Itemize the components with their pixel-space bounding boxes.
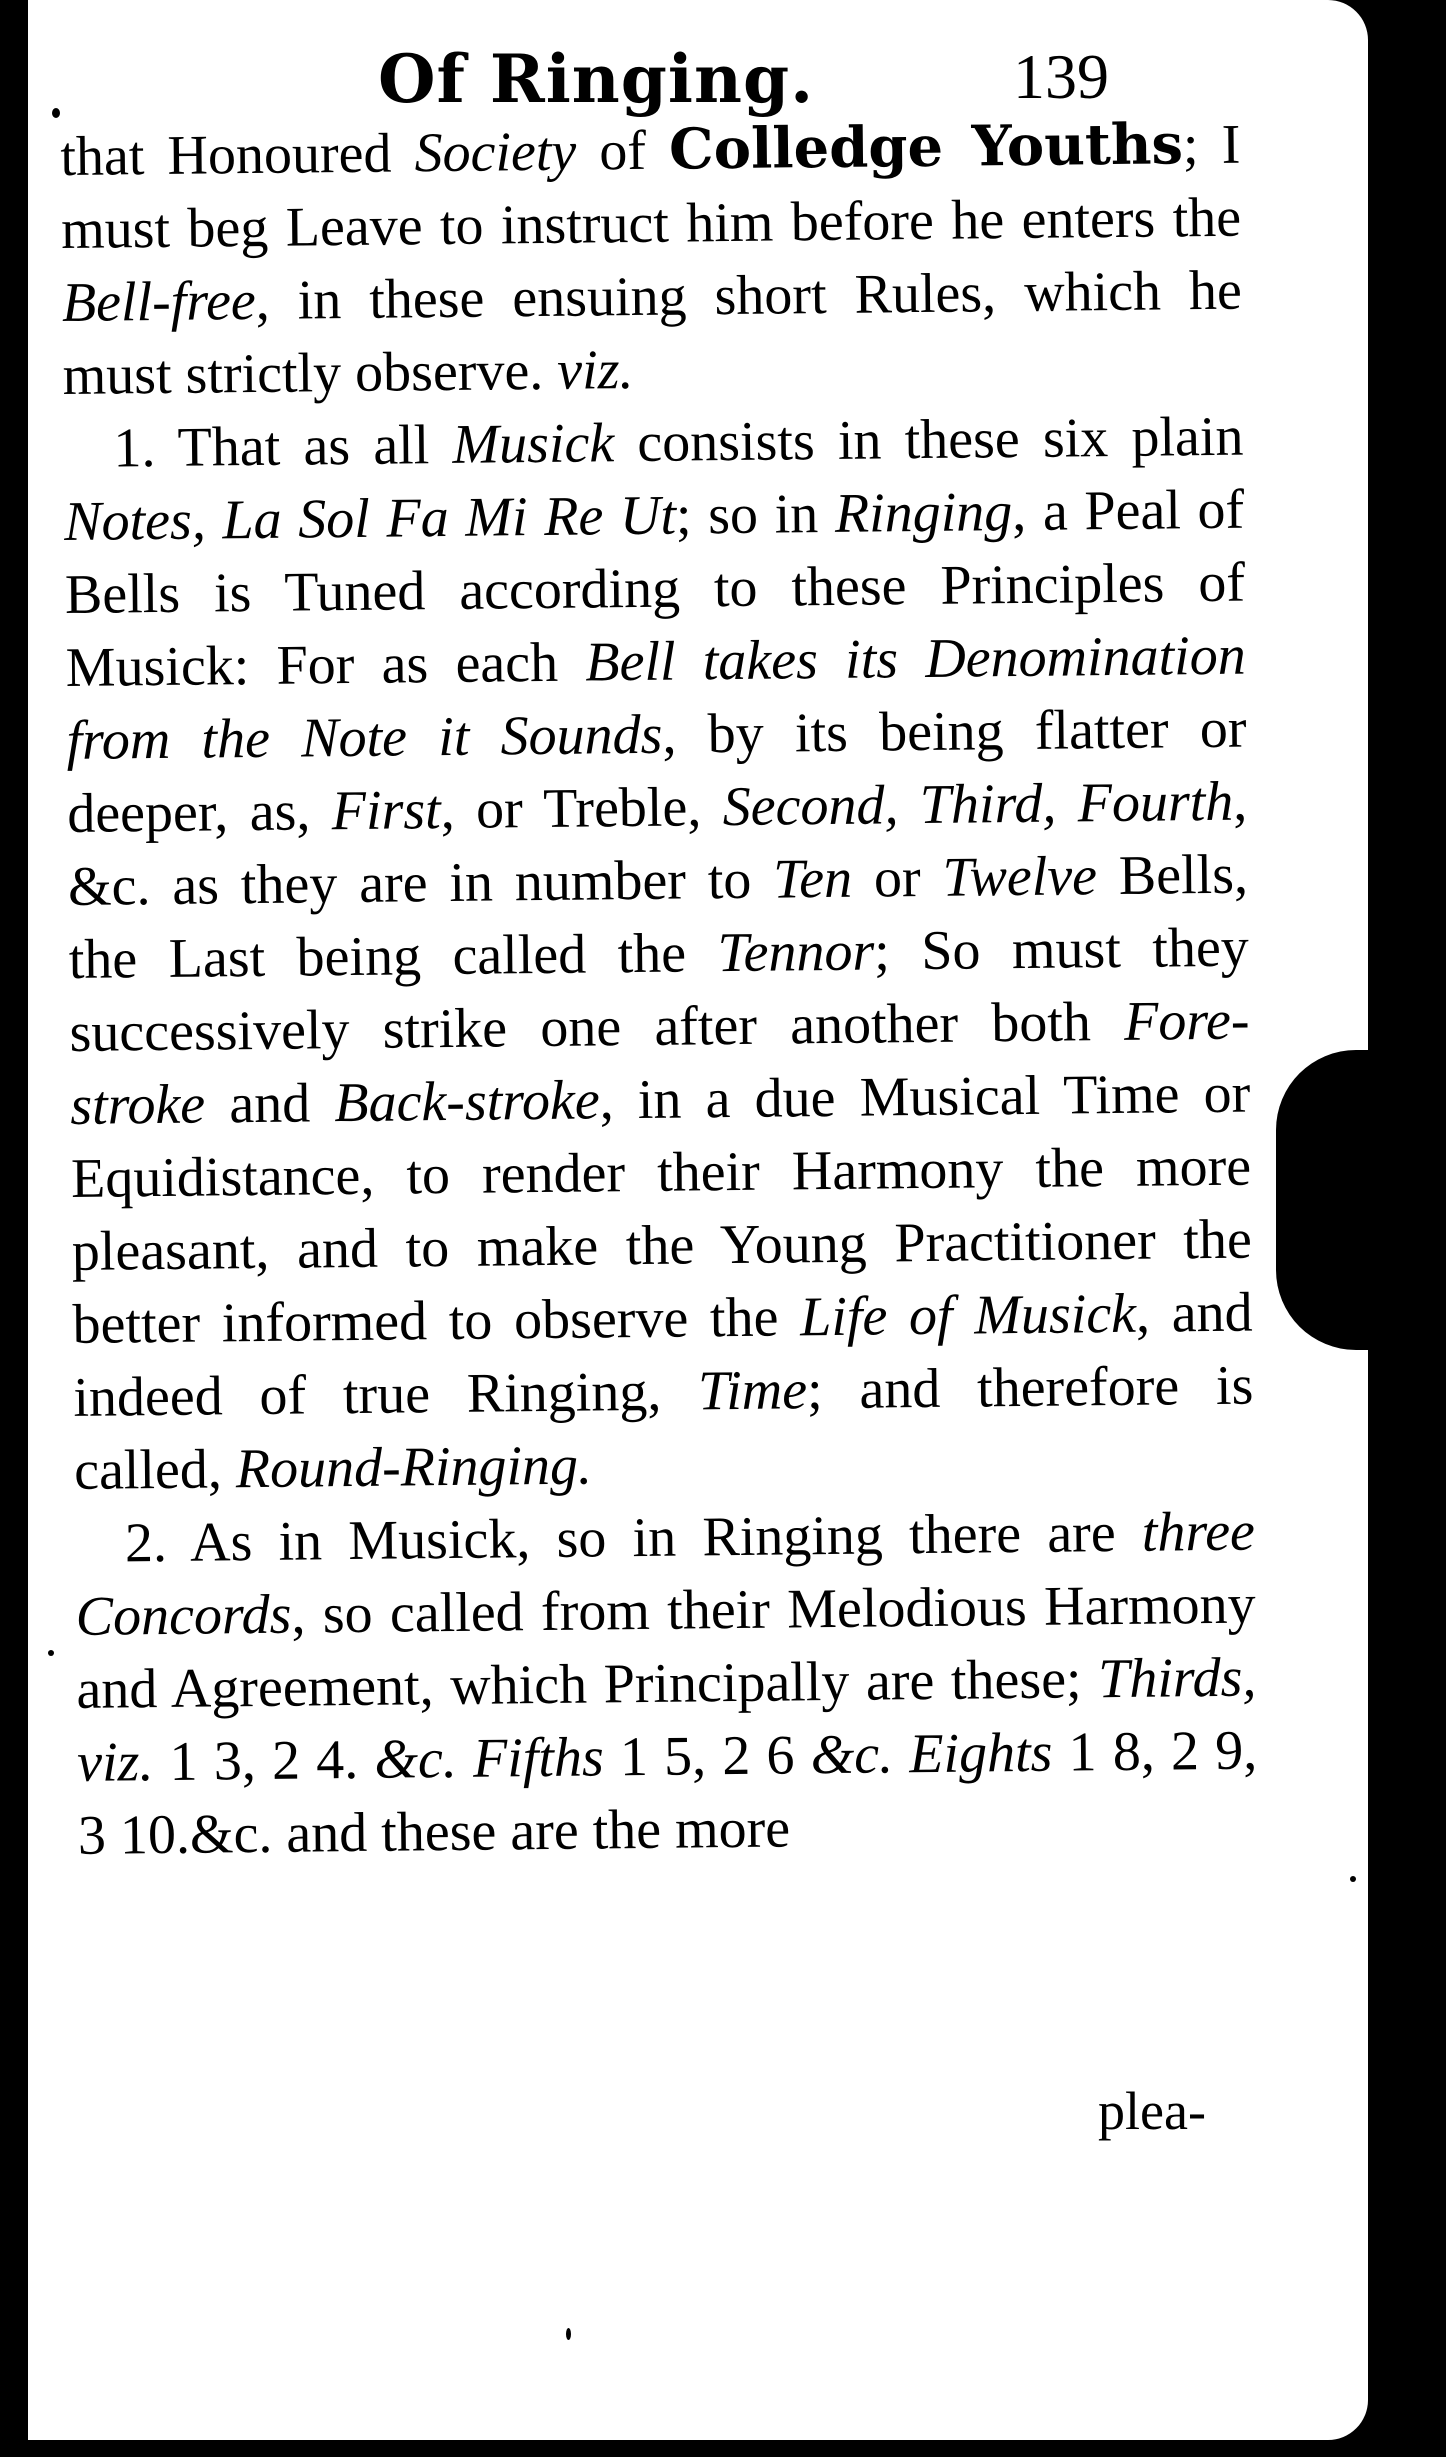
text-run: and xyxy=(204,1072,335,1136)
ink-speck xyxy=(1350,1876,1356,1882)
paragraph-0 xyxy=(60,108,1243,413)
italic-run: Fore-stroke xyxy=(70,989,1250,1137)
ink-speck xyxy=(52,108,60,118)
italic-run: Second, Third, Fourth xyxy=(722,770,1234,839)
text-run: 1 3, 2 4. xyxy=(153,1728,375,1794)
text-run: ; and therefore is called, xyxy=(73,1354,1254,1502)
italic-run: &c. Eights xyxy=(810,1721,1053,1787)
italic-run: &c. Fifths xyxy=(374,1726,605,1791)
catchword: plea- xyxy=(1098,2081,1206,2141)
italic-run: Twelve xyxy=(942,845,1098,909)
text-run: 2. As in Musick, so in Ringing there are xyxy=(124,1501,1143,1575)
italic-run: Musick xyxy=(452,412,615,476)
italic-run: Notes, La Sol Fa Mi Re Ut xyxy=(63,484,677,553)
text-run: 1 5, 2 6 xyxy=(603,1724,812,1789)
paragraph-2 xyxy=(75,1496,1259,1873)
italic-run: Ringing xyxy=(834,481,1013,545)
text-run: consists in these six plain xyxy=(613,405,1244,475)
ink-speck xyxy=(48,1650,54,1656)
italic-run: Bell takes its Denomination from the Note it Sounds xyxy=(66,624,1246,772)
text-run: , in a due Musical Time or Equidistance, to render their Harmony the more pleasant, and to make the Young Practitioner the better informed to observe the xyxy=(70,1062,1253,1356)
text-run: ; so in xyxy=(675,482,836,547)
italic-run: Ten xyxy=(772,847,853,911)
text-run: Bells, the Last being called the xyxy=(68,843,1249,991)
italic-run: Time xyxy=(697,1359,808,1423)
text-run: , and indeed of true Ringing, xyxy=(73,1281,1253,1429)
ink-speck xyxy=(566,2328,571,2340)
page-number: 139 xyxy=(1013,41,1109,112)
italic-run: viz. xyxy=(556,339,634,402)
italic-run: Life of Musick xyxy=(799,1282,1137,1349)
text-run: , in these ensuing short Rules, which he must strictly observe. xyxy=(62,259,1243,407)
italic-run: Round-Ringing. xyxy=(235,1434,593,1501)
text-run: 1. That as all xyxy=(113,413,453,480)
body-text xyxy=(60,108,1258,1873)
italic-run: Tennor xyxy=(717,920,875,985)
blackletter-run: Colledge Youths xyxy=(668,111,1184,183)
text-run: , or Treble, xyxy=(440,776,724,842)
book-spine-shadow xyxy=(0,0,30,2457)
text-run: , so called from their Melodious Harmony and Agreement, which Principally are these; xyxy=(76,1573,1256,1721)
italic-run: Bell-free xyxy=(61,269,257,334)
text-run: 1 8, 2 9, 3 10.&c. and these are the more xyxy=(77,1719,1258,1867)
book-page xyxy=(28,0,1368,2440)
text-run: ; So must they successively strike one after another both xyxy=(69,916,1250,1064)
text-run: of xyxy=(575,119,670,183)
text-run: , &c. as they are in number to xyxy=(67,770,1248,918)
text-run: or xyxy=(851,846,943,910)
text-run: ; I must beg Leave to instruct him before he enters the xyxy=(60,113,1242,261)
italic-run: Back-stroke xyxy=(334,1069,600,1135)
text-run: that Honoured xyxy=(60,122,415,188)
text-run: , a Peal of Bells is Tuned according to these Principles of Musick: For as each xyxy=(64,478,1246,699)
italic-run: Society xyxy=(414,120,577,185)
italic-run: three Concords xyxy=(75,1500,1256,1648)
italic-run: Thirds, viz. xyxy=(76,1646,1257,1794)
page-edge-shadow xyxy=(1276,1050,1426,1350)
italic-run: First xyxy=(331,779,441,843)
paragraph-1 xyxy=(63,401,1254,1508)
text-run: , by its being flatter or deeper, as, xyxy=(66,697,1247,845)
running-title: Of Ringing. xyxy=(378,40,815,118)
